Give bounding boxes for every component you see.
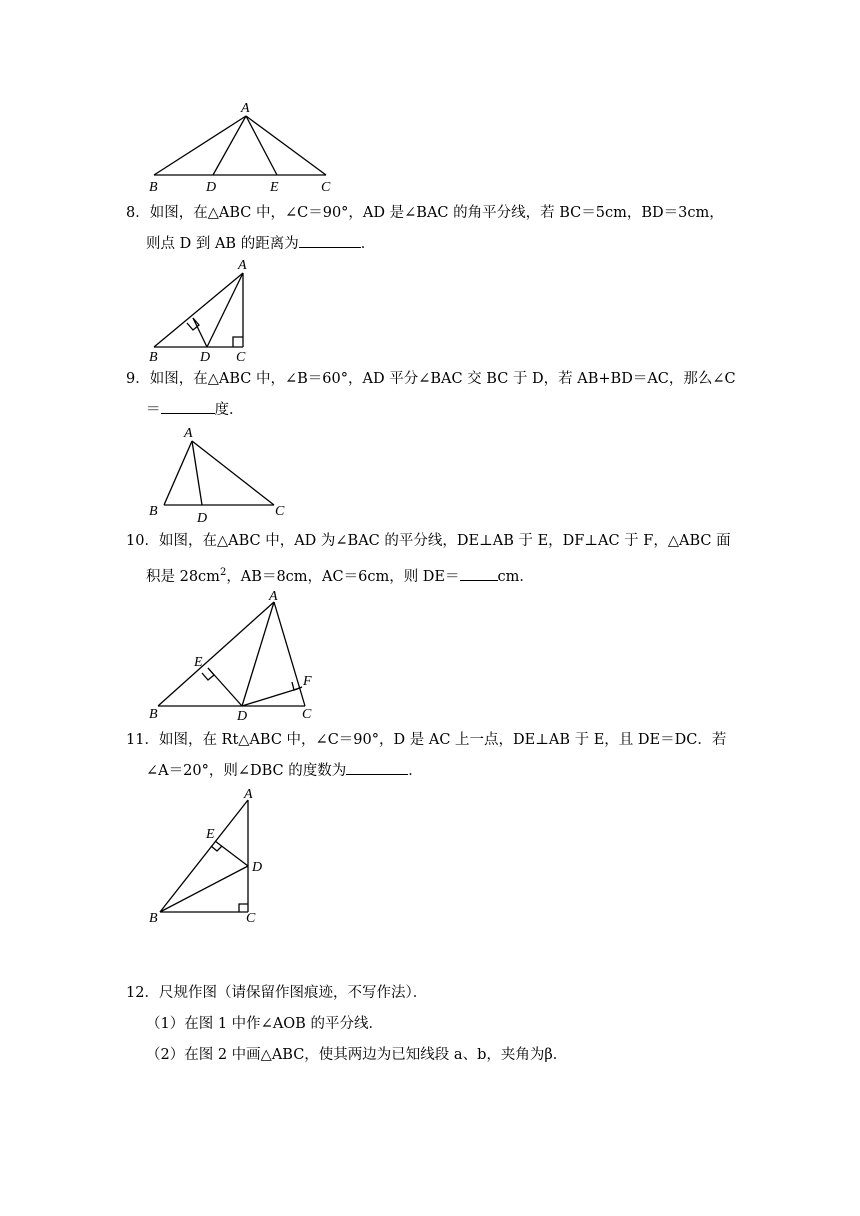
figure-q7: [140, 98, 350, 198]
label-E: E: [270, 180, 279, 195]
figure-q9: [140, 424, 300, 524]
question-number: 8．: [126, 205, 150, 221]
question-number: 9．: [126, 371, 150, 387]
question-number: 11．: [126, 732, 159, 748]
label-D: D: [252, 860, 263, 875]
label-D: D: [237, 709, 248, 724]
label-B: B: [149, 707, 158, 722]
label-D: D: [200, 350, 211, 365]
question-text: ＝: [146, 402, 161, 418]
question-text: 积是 28cm: [146, 568, 220, 585]
label-C: C: [275, 504, 285, 519]
figure-q10: [140, 586, 330, 726]
label-F: F: [303, 674, 312, 689]
figure-q8: [140, 258, 260, 368]
label-B: B: [149, 180, 158, 195]
sub-question-2: （2）在图 2 中画△ABC，使其两边为已知线段 a、b，夹角为β．: [146, 1047, 568, 1063]
label-E: E: [206, 827, 215, 842]
label-A: A: [244, 787, 253, 802]
label-C: C: [236, 350, 246, 365]
label-D: D: [197, 511, 208, 526]
label-C: C: [302, 707, 312, 722]
right-triangle-diagram-q8: [140, 258, 260, 368]
answer-blank[interactable]: [346, 760, 408, 775]
question-text: 如图，在 Rt△ABC 中，∠C＝90°，D 是 AC 上一点，DE⊥AB 于 E，且 DE＝DC．若: [158, 732, 727, 748]
label-A: A: [238, 258, 247, 273]
question-10: [126, 526, 746, 593]
question-text: 则点 D 到 AB 的距离为: [146, 236, 299, 252]
triangle-diagram-q7: [140, 98, 350, 198]
label-B: B: [149, 350, 158, 365]
triangle-diagram-q9: [140, 424, 300, 524]
superscript: 2: [219, 567, 227, 578]
label-C: C: [246, 911, 256, 926]
answer-blank[interactable]: [460, 566, 498, 581]
question-number: 10．: [126, 533, 159, 549]
answer-blank[interactable]: [161, 399, 215, 414]
question-number: 12．: [126, 985, 159, 1001]
question-text: cm．: [497, 568, 534, 585]
label-B: B: [149, 911, 158, 926]
question-text: ．: [360, 236, 376, 252]
label-D: D: [206, 180, 217, 195]
question-text: 如图，在△ABC 中，∠C＝90°，AD 是∠BAC 的角平分线，若 BC＝5cm，BD＝3cm，: [149, 205, 724, 221]
label-B: B: [149, 504, 158, 519]
triangle-diagram-q10: [140, 586, 330, 726]
question-11: [126, 725, 746, 787]
answer-blank[interactable]: [299, 233, 361, 248]
label-C: C: [321, 180, 331, 195]
question-text: ∠A＝20°，则∠DBC 的度数为: [146, 763, 347, 779]
label-E: E: [194, 655, 203, 670]
right-triangle-diagram-q11: [140, 784, 280, 929]
question-text: 如图，在△ABC 中，∠B＝60°，AD 平分∠BAC 交 BC 于 D，若 AB+BD＝AC，那么∠C: [149, 371, 736, 387]
question-text: 度．: [214, 402, 244, 418]
question-text: ，AB＝8cm，AC＝6cm，则 DE＝: [226, 568, 460, 585]
label-A: A: [269, 589, 278, 604]
question-text: 如图，在△ABC 中，AD 为∠BAC 的平分线，DE⊥AB 于 E，DF⊥AC 于 F，△ABC 面: [158, 533, 731, 549]
question-text: 尺规作图（请保留作图痕迹，不写作法）．: [158, 985, 428, 1001]
question-9: [126, 364, 746, 426]
question-text: ．: [408, 763, 423, 779]
question-12: [126, 978, 746, 1071]
label-A: A: [241, 101, 250, 116]
label-A: A: [184, 426, 193, 441]
question-8: [126, 198, 746, 260]
figure-q11: [140, 784, 280, 929]
sub-question-1: （1）在图 1 中作∠AOB 的平分线．: [146, 1016, 383, 1032]
